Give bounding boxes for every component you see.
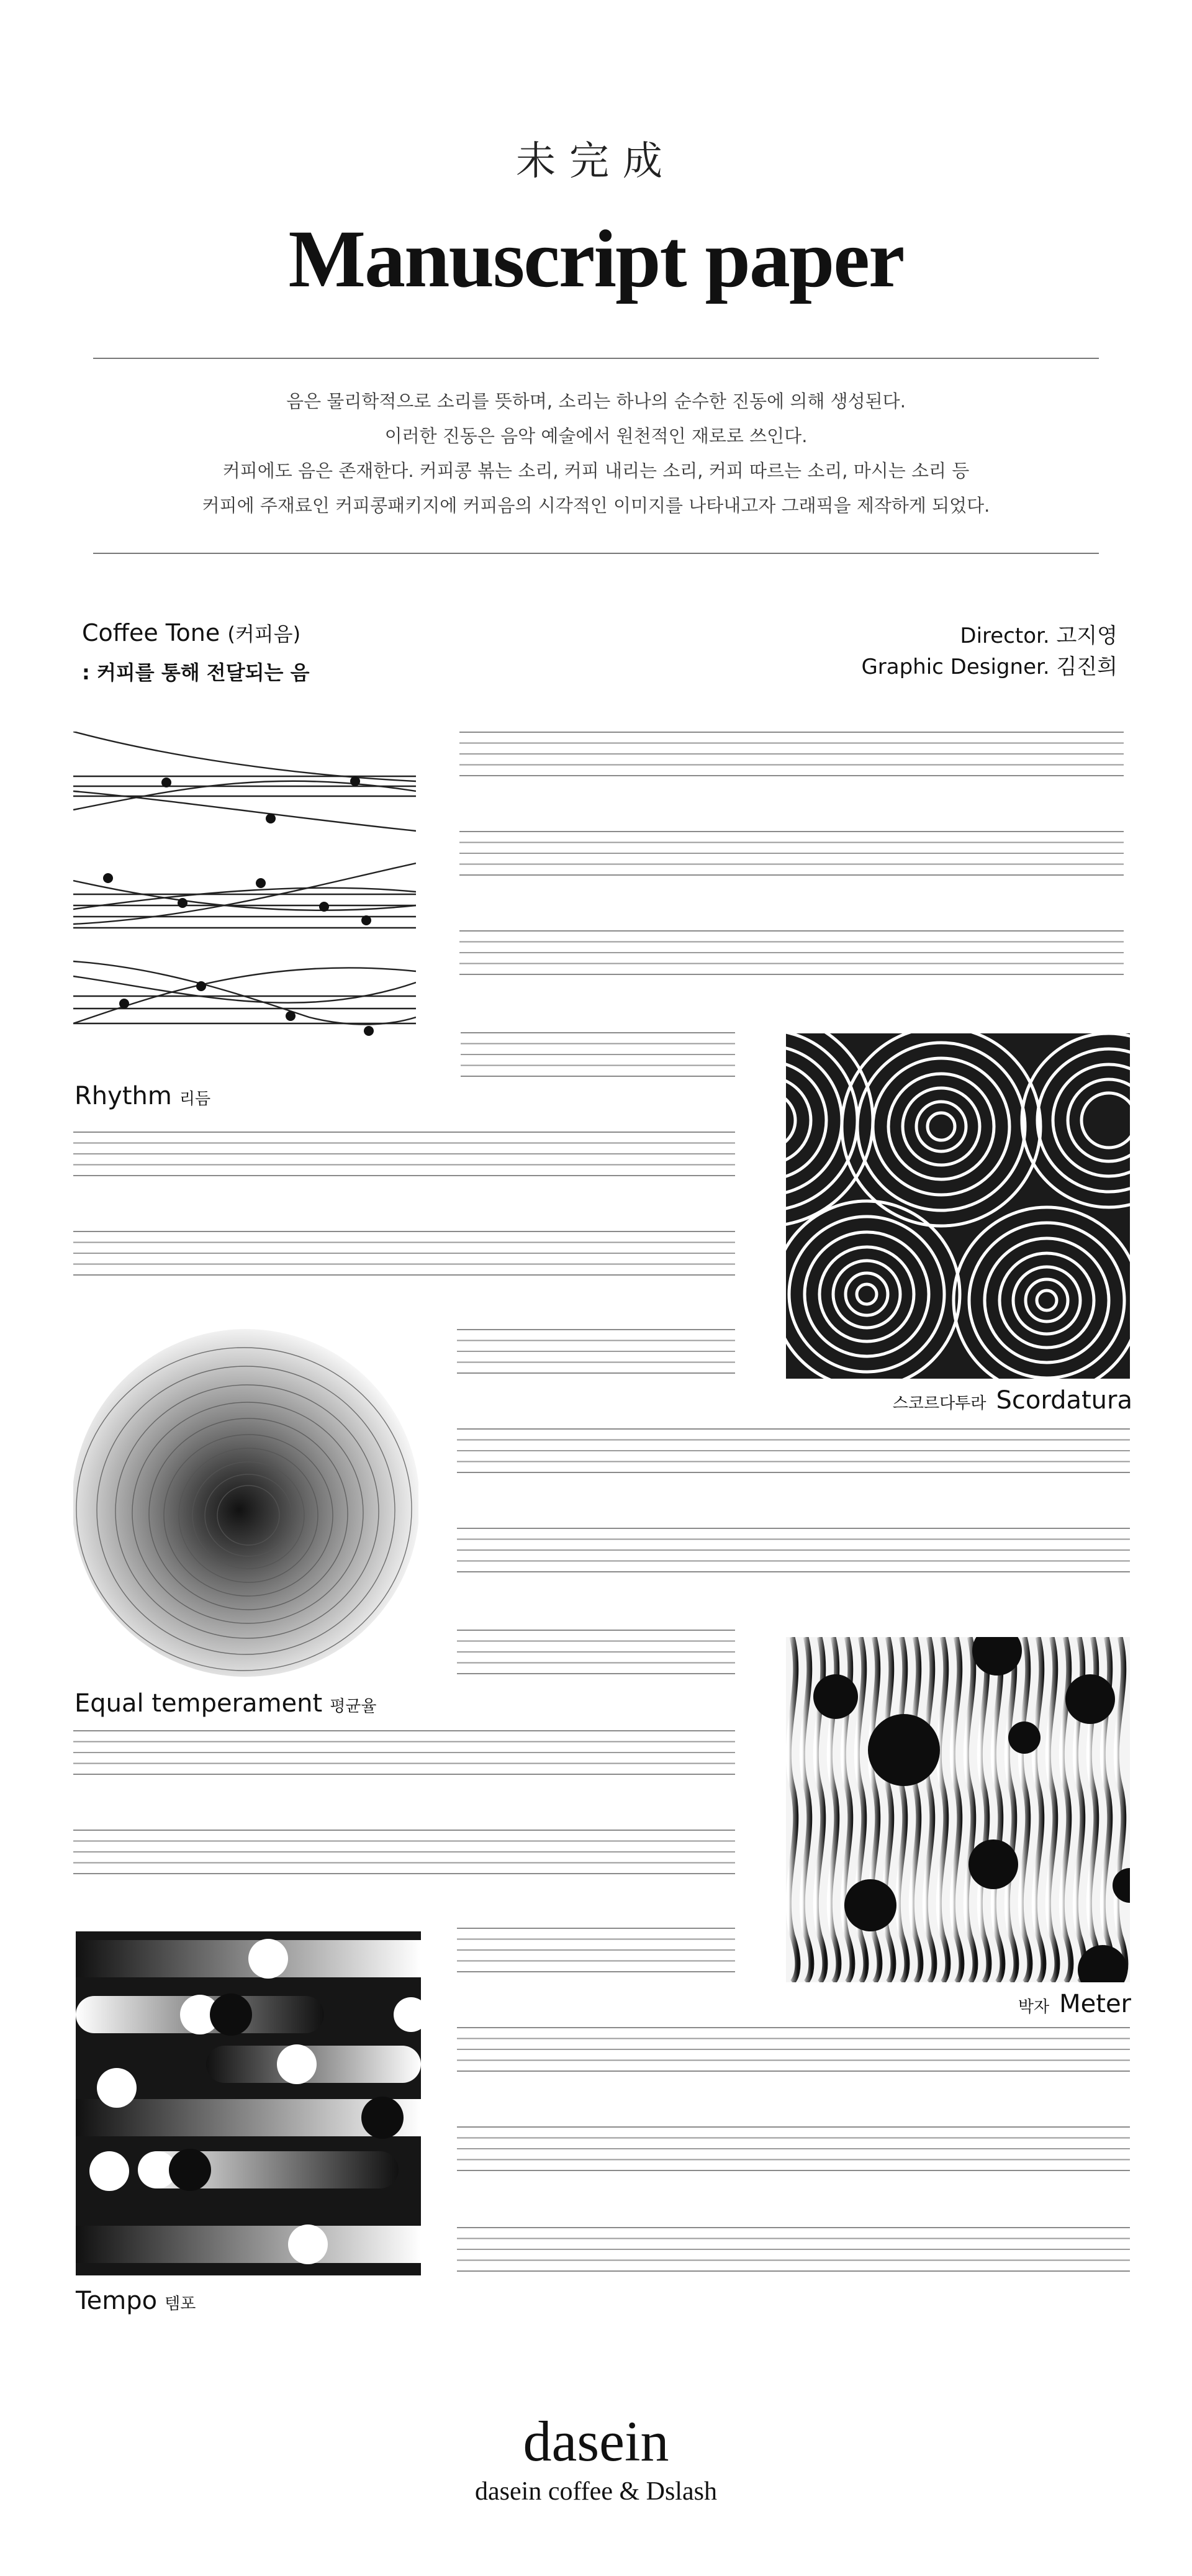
staff [461, 1032, 735, 1077]
caption-equal-en: Equal temperament [74, 1689, 323, 1718]
intro-line: 커피에 주재료인 커피콩패키지에 커피음의 시각적인 이미지를 나타내고자 그래픽을 제작하게 되었다. [202, 495, 990, 516]
subtitle-cjk: 未完成 [516, 138, 676, 184]
credit-designer: Graphic Designer. 김진희 [861, 655, 1118, 679]
caption-rhythm-en: Rhythm [74, 1082, 172, 1110]
caption-tempo-en: Tempo [76, 2287, 158, 2315]
scordatura-artwork [786, 1033, 1130, 1379]
footer-subtitle: dasein coffee & Dslash [475, 2477, 717, 2506]
staff [457, 2227, 1130, 2272]
staff [457, 1928, 735, 1972]
caption-rhythm [74, 1082, 210, 1110]
intro-text [0, 384, 1192, 523]
staff [457, 1630, 735, 1674]
equal-temperament-artwork [73, 1329, 418, 1677]
staff [459, 930, 1124, 975]
caption-scordatura [893, 1386, 1132, 1415]
caption-meter-en: Meter [1059, 1990, 1131, 2018]
page-title: Manuscript paper [288, 213, 904, 304]
meter-artwork [786, 1637, 1130, 1982]
caption-rhythm-ko: 리듬 [179, 1090, 211, 1109]
caption-meter-ko: 박자 [1018, 1998, 1050, 2016]
staff [457, 2027, 1130, 2072]
project-subtitle: : 커피를 통해 전달되는 음 [82, 661, 310, 684]
staff [457, 1428, 1130, 1473]
footer-logo: dasein [523, 2410, 669, 2473]
project-title-paren: (커피음) [227, 622, 301, 646]
intro-line: 커피에도 음은 존재한다. 커피콩 볶는 소리, 커피 내리는 소리, 커피 따르는 소리, 마시는 소리 등 [222, 460, 970, 481]
caption-equal-ko: 평균율 [330, 1697, 377, 1716]
staff [73, 1132, 735, 1176]
intro-line: 음은 물리학적으로 소리를 뜻하며, 소리는 하나의 순수한 진동에 의해 생성된다. [286, 391, 906, 412]
caption-scordatura-ko: 스코르다투라 [892, 1394, 987, 1413]
project-title [82, 619, 300, 647]
divider-bottom [93, 553, 1099, 554]
staff [73, 1231, 735, 1276]
staff [457, 1528, 1130, 1572]
caption-equal-temperament [74, 1689, 377, 1718]
caption-meter [1018, 1990, 1131, 2018]
staff [73, 1830, 735, 1874]
tempo-artwork [76, 1931, 421, 2275]
divider-top [93, 358, 1099, 359]
staff [459, 831, 1124, 876]
staff [457, 1329, 735, 1374]
staff [73, 1730, 735, 1775]
caption-tempo [76, 2287, 196, 2315]
staff [459, 732, 1124, 776]
intro-line: 이러한 진동은 음악 예술에서 원천적인 재로로 쓰인다. [384, 425, 808, 447]
staff [457, 2126, 1130, 2171]
rhythm-artwork [73, 732, 416, 1043]
project-title-text: Coffee Tone [82, 619, 220, 646]
caption-scordatura-en: Scordatura [996, 1386, 1132, 1415]
caption-tempo-ko: 템포 [165, 2295, 196, 2313]
credit-director: Director. 고지영 [960, 624, 1118, 648]
